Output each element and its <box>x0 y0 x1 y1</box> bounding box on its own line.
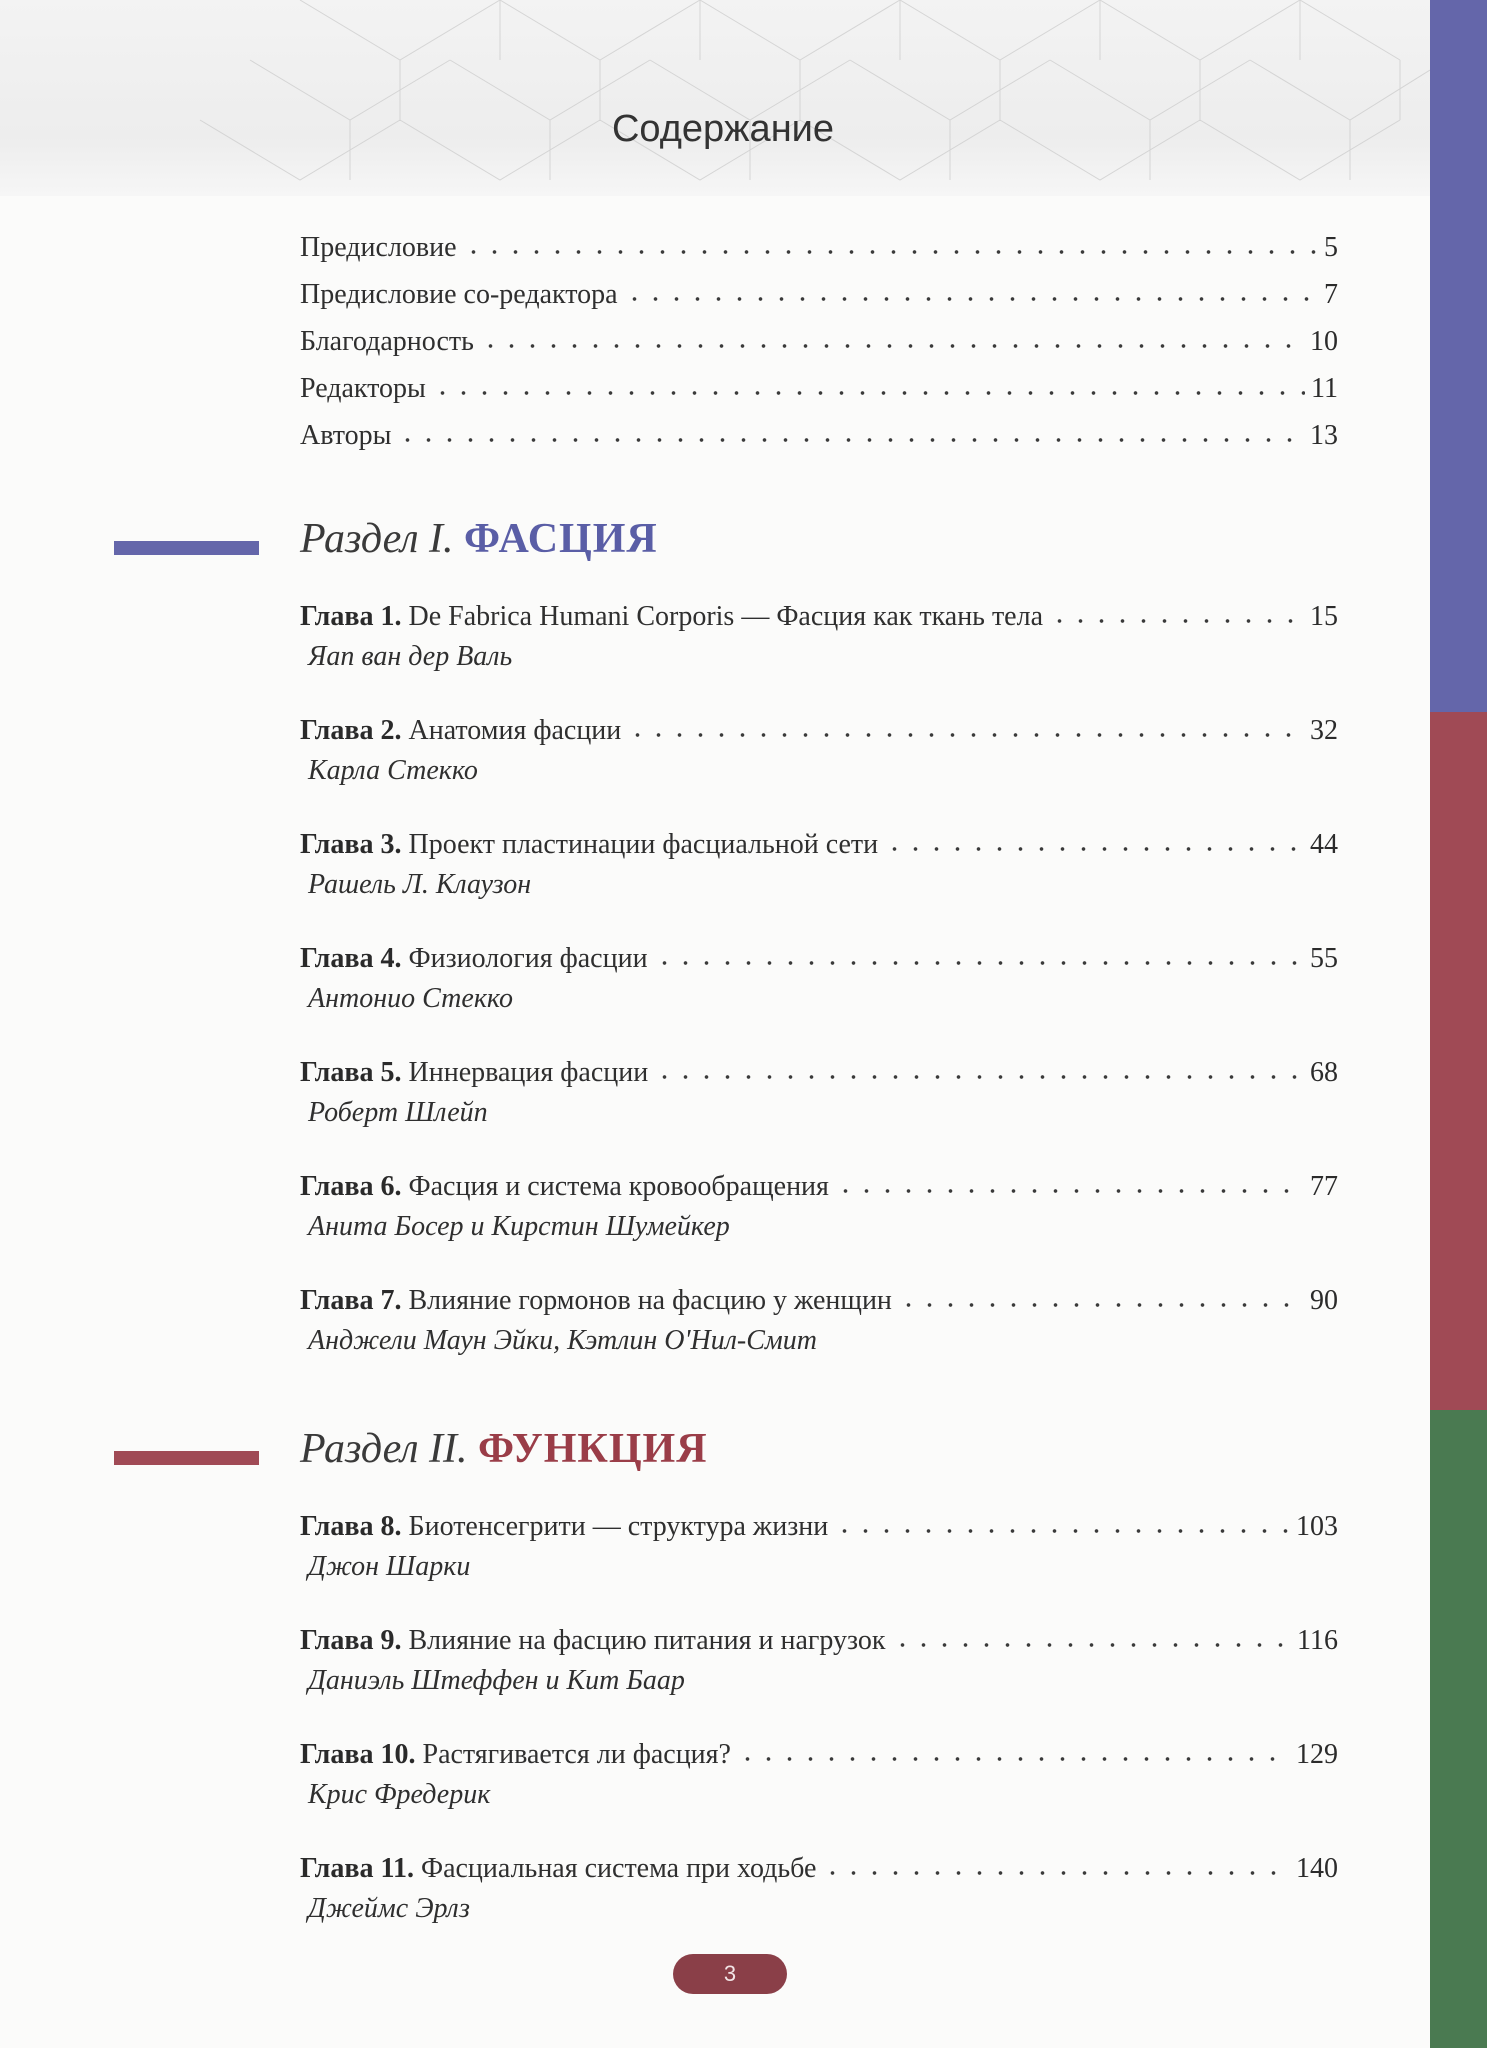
section-heading-2[interactable] <box>300 1425 1338 1485</box>
dot-leader <box>397 416 1304 444</box>
chapter-title: Растягивается ли фасция? <box>422 1739 731 1770</box>
chapter-authors: Роберт Шлейп <box>308 1097 488 1128</box>
entry-page: 11 <box>1311 373 1338 404</box>
page-number-badge: 3 <box>673 1954 787 1994</box>
dot-leader <box>654 939 1304 967</box>
chapter-label: Глава 2. <box>300 715 402 746</box>
chapter-label: Глава 6. <box>300 1171 402 1202</box>
chapter-entry[interactable] <box>300 1281 1338 1373</box>
chapter-entry[interactable] <box>300 597 1338 689</box>
section-tab-2 <box>1430 712 1487 1410</box>
dot-leader <box>835 1167 1304 1195</box>
chapter-entry[interactable] <box>300 1507 1338 1599</box>
chapter-title: De Fabrica Humani Corporis — Фасция как ткань тела <box>408 601 1044 632</box>
chapter-page: 116 <box>1297 1625 1338 1656</box>
dot-leader <box>624 275 1318 303</box>
dot-leader <box>463 228 1318 256</box>
chapter-authors: Антонио Стекко <box>308 983 513 1014</box>
section-lead: Раздел II. <box>300 1426 468 1472</box>
dot-leader <box>654 1053 1304 1081</box>
chapter-page: 15 <box>1310 601 1338 632</box>
dot-leader <box>822 1849 1290 1877</box>
chapter-page: 90 <box>1310 1285 1338 1316</box>
chapter-label: Глава 10. <box>300 1739 416 1770</box>
entry-title: Редакторы <box>300 373 426 404</box>
chapter-entry[interactable] <box>300 711 1338 803</box>
chapter-title: Физиология фасции <box>408 943 648 974</box>
chapter-title: Фасциальная система при ходьбе <box>420 1853 817 1884</box>
entry-page: 13 <box>1310 420 1338 451</box>
chapter-authors: Анита Босер и Кирстин Шумейкер <box>308 1211 730 1242</box>
chapter-authors: Крис Фредерик <box>308 1779 491 1810</box>
entry-title: Предисловие со-редактора <box>300 279 618 310</box>
entry-title: Предисловие <box>300 232 457 263</box>
table-of-contents <box>300 228 1338 1941</box>
section-heading-1[interactable] <box>300 515 1338 575</box>
chapter-title: Фасция и система кровообращения <box>408 1171 829 1202</box>
front-matter-list <box>300 228 1338 463</box>
chapter-authors: Рашель Л. Клаузон <box>308 869 532 900</box>
chapter-entry[interactable] <box>300 939 1338 1031</box>
dot-leader <box>627 711 1304 739</box>
toc-entry[interactable] <box>300 416 1338 463</box>
chapter-entry[interactable] <box>300 1735 1338 1827</box>
dot-leader <box>892 1621 1291 1649</box>
chapter-page: 140 <box>1296 1853 1338 1884</box>
entry-page: 10 <box>1310 326 1338 357</box>
section-color-tabs <box>1430 0 1487 2048</box>
chapter-authors: Карла Стекко <box>308 755 478 786</box>
entry-page: 7 <box>1324 279 1338 310</box>
dot-leader <box>834 1507 1290 1535</box>
chapter-page: 103 <box>1296 1511 1338 1542</box>
chapter-page: 129 <box>1296 1739 1338 1770</box>
chapter-entry[interactable] <box>300 1167 1338 1259</box>
entry-title: Авторы <box>300 420 392 451</box>
section-tab-1 <box>1430 0 1487 712</box>
chapter-page: 44 <box>1310 829 1338 860</box>
chapter-title: Влияние на фасцию питания и нагрузок <box>408 1625 886 1656</box>
chapter-title: Влияние гормонов на фасцию у женщин <box>408 1285 892 1316</box>
chapter-label: Глава 8. <box>300 1511 402 1542</box>
chapter-entry[interactable] <box>300 1621 1338 1713</box>
chapter-title: Иннервация фасции <box>408 1057 649 1088</box>
dot-leader <box>480 322 1304 350</box>
dot-leader <box>884 825 1304 853</box>
dot-leader <box>737 1735 1290 1763</box>
chapter-page: 77 <box>1310 1171 1338 1202</box>
dot-leader <box>1049 597 1304 625</box>
chapter-title: Биотенсегрити — структура жизни <box>408 1511 829 1542</box>
entry-page: 5 <box>1324 232 1338 263</box>
chapter-label: Глава 5. <box>300 1057 402 1088</box>
toc-entry[interactable] <box>300 275 1338 322</box>
section-marker-bar <box>114 541 259 555</box>
chapter-label: Глава 9. <box>300 1625 402 1656</box>
entry-title: Благодарность <box>300 326 474 357</box>
chapter-label: Глава 11. <box>300 1853 414 1884</box>
header-band <box>0 0 1430 196</box>
chapter-label: Глава 1. <box>300 601 402 632</box>
chapter-page: 32 <box>1310 715 1338 746</box>
chapter-label: Глава 3. <box>300 829 402 860</box>
lattice-pattern <box>0 0 1430 196</box>
chapter-authors: Яап ван дер Валь <box>308 641 513 672</box>
chapter-authors: Джон Шарки <box>308 1551 471 1582</box>
chapter-entry[interactable] <box>300 825 1338 917</box>
chapter-page: 55 <box>1310 943 1338 974</box>
chapter-title: Анатомия фасции <box>408 715 622 746</box>
chapter-label: Глава 4. <box>300 943 402 974</box>
page-title: Содержание <box>611 108 835 150</box>
chapter-authors: Даниэль Штеффен и Кит Баар <box>308 1665 685 1696</box>
dot-leader <box>898 1281 1304 1309</box>
section-marker-bar <box>114 1451 259 1465</box>
chapter-entry[interactable] <box>300 1053 1338 1145</box>
toc-entry[interactable] <box>300 228 1338 275</box>
section-lead: Раздел I. <box>300 516 454 562</box>
toc-entry[interactable] <box>300 322 1338 369</box>
toc-entry[interactable] <box>300 369 1338 416</box>
chapter-page: 68 <box>1310 1057 1338 1088</box>
section-name: ФУНКЦИЯ <box>478 1426 708 1472</box>
chapter-entry[interactable] <box>300 1849 1338 1941</box>
chapter-authors: Анджели Маун Эйки, Кэтлин О'Нил-Смит <box>308 1325 818 1356</box>
chapter-authors: Джеймс Эрлз <box>308 1893 470 1924</box>
chapter-title: Проект пластинации фасциальной сети <box>408 829 879 860</box>
chapter-label: Глава 7. <box>300 1285 402 1316</box>
dot-leader <box>432 369 1305 397</box>
section-tab-3 <box>1430 1410 1487 2048</box>
section-name: ФАСЦИЯ <box>464 516 658 562</box>
